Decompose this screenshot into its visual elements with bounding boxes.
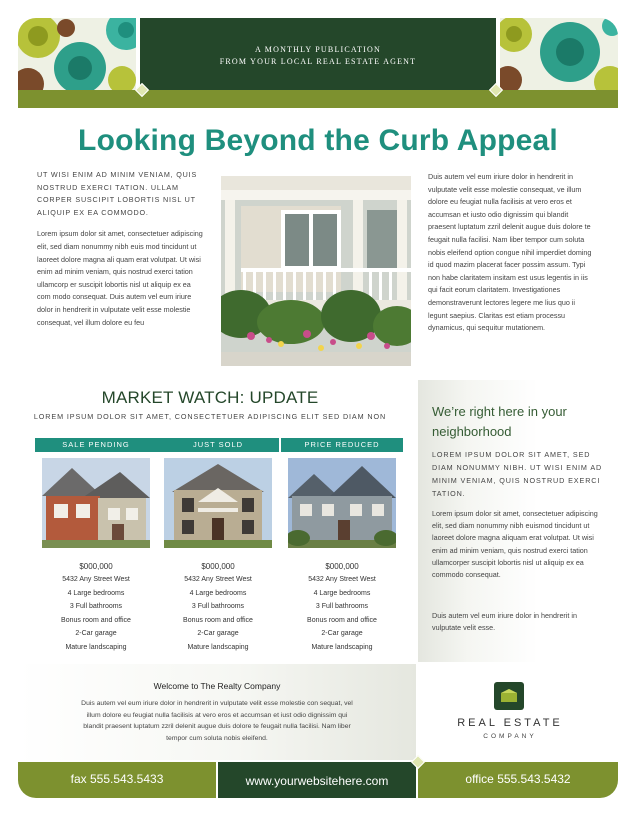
listing-house-photo <box>42 458 150 548</box>
sidebar-body-2: Duis autem vel eum iriure dolor in hendrerit in vulputate velit esse. <box>432 611 578 633</box>
header-olive-band <box>18 90 618 108</box>
listing-address: 5432 Any Street West <box>308 576 376 583</box>
listing-bathrooms: 3 Full bathrooms <box>315 603 369 611</box>
listing-garage: 2-Car garage <box>321 630 363 638</box>
listing-landscaping: Mature landscaping <box>311 643 373 651</box>
listing-house-photo <box>288 458 396 548</box>
company-subtitle: COMPANY <box>483 733 537 740</box>
right-column-body: Duis autem vel eum iriure dolor in hendrerit in vulputate velit esse molestie consequat, ve illum dolore eu feugiat nulla facilisis at vero eros et accumsan et iusto odio dignissim qui blandit praesent luptatum zzril delenit augue duis dolore te feugait nulla facilisi. Nam liber tempor cum soluta nobis eleifend option congue nihil imperdiet doming id quod mazim placerat facer possim assum. Typi non habe claritatem insitam est usus legentis in iis qui facit eorum claritatem. Investigationes demonstraverunt lectores legere me lius quo ii legunt saepius. Claritas est etiam processu dynamicus, qui sequitur mutationem. <box>428 172 592 333</box>
listing-status-tag: JUST SOLD <box>157 438 279 452</box>
market-watch-subtitle: LOREM IPSUM DOLOR SIT AMET, CONSECTETUER ADIPISCING ELIT SED DIAM NON <box>33 412 387 421</box>
publication-banner <box>140 18 496 90</box>
listing-extra: Bonus room and office <box>61 616 131 624</box>
footer-fax: fax 555.543.5433 <box>18 762 216 798</box>
listing-price: $000,000 <box>325 562 359 571</box>
listing-card <box>281 438 403 653</box>
publication-line-1: A MONTHLY PUBLICATION <box>255 45 381 54</box>
sidebar-intro: LOREM IPSUM DOLOR SIT AMET, SED DIAM NONUMMY NIBH. UT WISI ENIM AD MINIM VENIAM, QUIS NOSTRUD EXERCI TATION. <box>432 450 603 498</box>
listing-status-tag: SALE PENDING <box>35 438 157 452</box>
company-logo-icon <box>494 682 524 710</box>
right-column <box>428 171 592 344</box>
listing-status-tag: PRICE REDUCED <box>281 438 403 452</box>
listing-address: 5432 Any Street West <box>62 576 130 583</box>
left-column-body: Lorem ipsum dolor sit amet, consectetuer adipiscing elit, sed diam nonummy nibh euis mod tincidunt ut laoreet dolore magna ali quam erat volutpat. Ut wisi enim ad minim veniam, quis nostrud exerci tation ullamcorp er suscipit lobortis nisl ut aliquip ex ea com modo consequat. Duis autem vel eum iriure dolor in hendrerit in vulputate velit esse molestie consequat, vel illum dolore eu feu <box>37 229 203 327</box>
listing-house-photo <box>164 458 272 548</box>
sidebar-heading: We’re right here in your neighborhood <box>432 404 567 439</box>
welcome-text: Duis autem vel eum iriure dolor in hendrerit in vulputate velit esse molestie con sequat, vel illum dolore eu feugiat nulla facilisis at vero eros et accumsan et iust odio dignissim qui blandit praesent luptatum zzril delenit augue duis dolore te feugait nulla facilisi. Nam liber tempor cum soluta nobis eleifend. <box>81 700 353 742</box>
floral-decoration-left <box>18 18 136 90</box>
listing-bathrooms: 3 Full bathrooms <box>191 603 245 611</box>
listing-address: 5432 Any Street West <box>184 576 252 583</box>
company-name: REAL ESTATE <box>457 717 563 729</box>
listing-card <box>157 438 279 653</box>
listing-price: $000,000 <box>201 562 235 571</box>
listing-card <box>35 438 157 653</box>
listing-landscaping: Mature landscaping <box>187 643 249 651</box>
listing-garage: 2-Car garage <box>197 630 239 638</box>
listing-extra: Bonus room and office <box>183 616 253 624</box>
house-porch-photo <box>221 176 411 366</box>
left-column-intro: UT WISI ENIM AD MINIM VENIAM, QUIS NOSTRUD EXERCI TATION. ULLAM CORPER SUSCIPIT LOBORTIS NISL UT ALIQUIP EX EA COMMODO. <box>37 170 198 217</box>
listing-landscaping: Mature landscaping <box>65 643 127 651</box>
welcome-title: Welcome to The Realty Company <box>153 681 281 691</box>
listing-price: $000,000 <box>79 562 113 571</box>
listing-bathrooms: 3 Full bathrooms <box>69 603 123 611</box>
listing-bedrooms: 4 Large bedrooms <box>313 589 371 597</box>
footer-website-link[interactable]: www.yourwebsitehere.com <box>218 762 416 798</box>
footer-office-phone: office 555.543.5432 <box>418 762 618 798</box>
page-title: Looking Beyond the Curb Appeal <box>78 124 558 157</box>
listing-bedrooms: 4 Large bedrooms <box>189 589 247 597</box>
market-watch-title: MARKET WATCH: UPDATE <box>101 388 319 407</box>
floral-decoration-right <box>500 18 618 90</box>
listing-bedrooms: 4 Large bedrooms <box>67 589 125 597</box>
sidebar-body: Lorem ipsum dolor sit amet, consectetuer adipiscing elit, sed diam nonummy nibh euismod tincidunt ut laoreet dolore magna aliquam erat volutpat. Ut wisi enim ad minim veniam, quis nostrud exerci tation ullamcorper suscipit lobortis nisl ut aliquip ex ea commodo consequat. <box>432 509 598 580</box>
publication-line-2: FROM YOUR LOCAL REAL ESTATE AGENT <box>219 57 417 66</box>
left-column <box>37 169 205 338</box>
listing-extra: Bonus room and office <box>307 616 377 624</box>
listing-garage: 2-Car garage <box>75 630 117 638</box>
